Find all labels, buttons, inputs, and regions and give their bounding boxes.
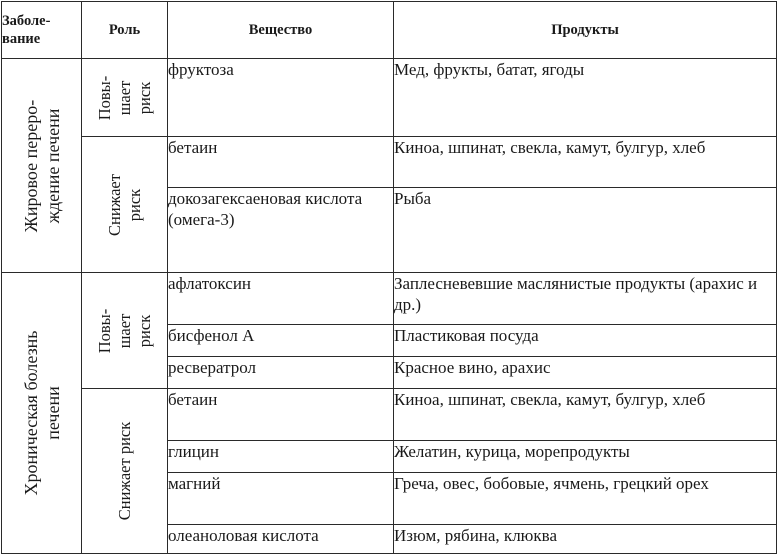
products-cell: Мед, фрукты, батат, ягоды <box>394 59 777 137</box>
table-row <box>2 389 777 441</box>
substance-cell: фруктоза <box>168 59 394 137</box>
role-cell-reduces-risk <box>82 389 168 554</box>
substance-cell: бетаин <box>168 389 394 441</box>
substance-cell: докозагексаеновая кислота (омега-3) <box>168 188 394 273</box>
header-role: Роль <box>82 2 168 59</box>
role-label-increases-risk: Повы- шает риск <box>94 308 154 353</box>
disease-cell-chronic-liver-disease <box>2 273 82 554</box>
role-cell-increases-risk <box>82 59 168 137</box>
products-cell: Желатин, курица, морепродукты <box>394 441 777 473</box>
products-cell: Изюм, рябина, клюква <box>394 525 777 554</box>
substance-cell: ресвератрол <box>168 357 394 389</box>
substance-cell: бисфенол А <box>168 325 394 357</box>
disease-label-fatty-liver: Жировое переро- ждение печени <box>20 99 63 232</box>
role-cell-increases-risk <box>82 273 168 389</box>
role-label-reduces-risk: Снижает риск <box>114 421 134 521</box>
role-label-increases-risk: Повы- шает риск <box>94 75 154 120</box>
substance-cell: глицин <box>168 441 394 473</box>
header-products: Продукты <box>394 2 777 59</box>
table-row <box>2 137 777 188</box>
disease-label-chronic-liver-disease: Хроническая болезнь печени <box>20 330 63 496</box>
header-substance: Вещество <box>168 2 394 59</box>
products-cell: Рыба <box>394 188 777 273</box>
substance-cell: афлатоксин <box>168 273 394 325</box>
products-cell: Греча, овес, бобовые, ячмень, грецкий орех <box>394 473 777 525</box>
role-label-reduces-risk: Снижает риск <box>104 173 144 236</box>
substance-cell: магний <box>168 473 394 525</box>
substance-cell: бетаин <box>168 137 394 188</box>
products-cell: Красное вино, арахис <box>394 357 777 389</box>
products-cell: Киноа, шпинат, свекла, камут, булгур, хлеб <box>394 389 777 441</box>
table-row <box>2 59 777 137</box>
header-disease-line2: вание <box>2 31 41 47</box>
substance-cell: олеаноловая кислота <box>168 525 394 554</box>
table-container <box>1 1 777 554</box>
header-disease <box>2 2 82 59</box>
products-cell: Киноа, шпинат, свекла, камут, булгур, хлеб <box>394 137 777 188</box>
products-cell: Заплесневевшие маслянистые продукты (арахис и др.) <box>394 273 777 325</box>
header-row <box>2 2 777 59</box>
header-disease-line1: Заболе- <box>2 13 51 29</box>
disease-cell-fatty-liver <box>2 59 82 273</box>
diet-liver-table <box>1 1 777 554</box>
table-row <box>2 273 777 325</box>
role-cell-reduces-risk <box>82 137 168 273</box>
products-cell: Пластиковая посуда <box>394 325 777 357</box>
